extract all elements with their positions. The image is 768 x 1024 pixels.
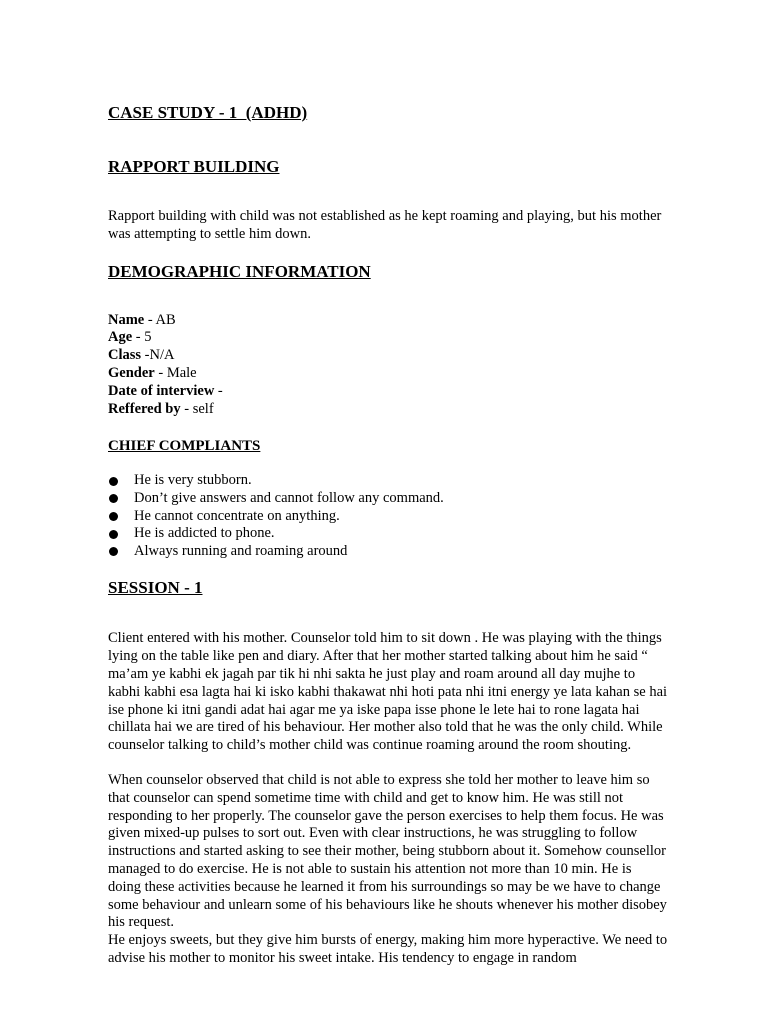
complaint-text: He is addicted to phone. <box>134 525 275 542</box>
field-separator: - <box>214 382 223 399</box>
complaint-item <box>108 472 668 490</box>
complaint-item <box>108 525 668 543</box>
demographic-field-name <box>108 312 668 330</box>
field-label: Date of interview <box>108 382 215 399</box>
document-body <box>108 103 668 968</box>
field-value: 5 <box>144 329 152 346</box>
session-paragraph-2: When counselor observed that child is not able to express she told her mother to leave him so that counselor can spend sometime time with child and get to know him. He was still not responding to her properly. The counselor gave the person exercises to help them focus. He was given mixed-up pulses to sort out. Even with clear instructions, he was struggling to follow instructions and started asking to see their mother, being stubborn about it. Somehow counsellor managed to do exercise. He is not able to sustain his attention not more than 10 min. He is doing these activities because he learned it from his surroundings so may be we have to change some behaviour and unlearn some of his behaviours like he shouts whenever his mother disobey his request. <box>108 771 667 931</box>
demographic-field-date-of-interview <box>108 383 668 401</box>
bullet-icon <box>109 477 118 486</box>
demographic-field-gender <box>108 365 668 383</box>
field-value: N/A <box>149 347 175 364</box>
field-separator: - <box>180 400 193 417</box>
field-label: Class <box>108 347 142 364</box>
session-heading: SESSION - 1 <box>108 578 203 598</box>
complaints-list <box>108 472 668 560</box>
field-separator: - <box>132 329 145 346</box>
field-separator: - <box>154 364 167 381</box>
chief-complaints-heading: CHIEF COMPLIANTS <box>108 438 261 455</box>
bullet-icon <box>109 530 118 539</box>
field-separator: - <box>144 311 156 328</box>
field-label: Name <box>108 311 145 328</box>
complaint-item <box>108 508 668 526</box>
rapport-heading: RAPPORT BUILDING <box>108 157 280 176</box>
session-paragraph-1: Client entered with his mother. Counselor told him to sit down . He was playing with the things lying on the table like pen and diary. After that her mother started talking about him he said “ ma’am ye kabhi ek jagah par tik hi nhi sakta he just play and roam around all day mujhe to kabhi kabhi esa lagta hai ki isko kabhi thakawat nhi hoti pata nhi itni energy ye lata kahan se hai ise phone ki itni gandi adat hai agar me ya iske papa isse phone le lete hai to rone lagata hai chillata hai we are tired of his behaviour. Her mother also told that he was the only child. While counselor talking to child’s mother child was continue roaming around the room shouting. <box>108 630 668 754</box>
demographic-field-age <box>108 329 668 347</box>
field-value: Male <box>166 364 197 381</box>
complaint-item <box>108 490 668 508</box>
field-label: Gender <box>108 364 155 381</box>
demographic-field-referred-by <box>108 401 668 419</box>
demographic-fields <box>108 312 668 419</box>
complaint-text: Always running and roaming around <box>134 542 348 559</box>
complaint-text: He is very stubborn. <box>134 472 252 489</box>
field-separator: - <box>141 347 150 364</box>
session-paragraph-3: He enjoys sweets, but they give him bursts of energy, making him more hyperactive. We need to advise his mother to monitor his sweet intake. His tendency to engage in random <box>108 932 668 966</box>
complaint-item <box>108 543 668 561</box>
case-study-title: CASE STUDY - 1 (ADHD) <box>108 103 308 122</box>
field-label: Reffered by <box>108 400 181 417</box>
bullet-icon <box>109 547 118 556</box>
rapport-text: Rapport building with child was not established as he kept roaming and playing, but his mother was attempting to settle him down. <box>108 208 662 242</box>
field-label: Age <box>108 329 133 346</box>
bullet-icon <box>109 512 118 521</box>
demographic-field-class <box>108 347 668 365</box>
demographic-heading: DEMOGRAPHIC INFORMATION <box>108 261 371 281</box>
field-value: self <box>192 400 214 417</box>
complaint-text: Don’t give answers and cannot follow any command. <box>134 489 444 506</box>
complaint-text: He cannot concentrate on anything. <box>134 507 340 524</box>
bullet-icon <box>109 494 118 503</box>
field-value: AB <box>155 311 176 328</box>
